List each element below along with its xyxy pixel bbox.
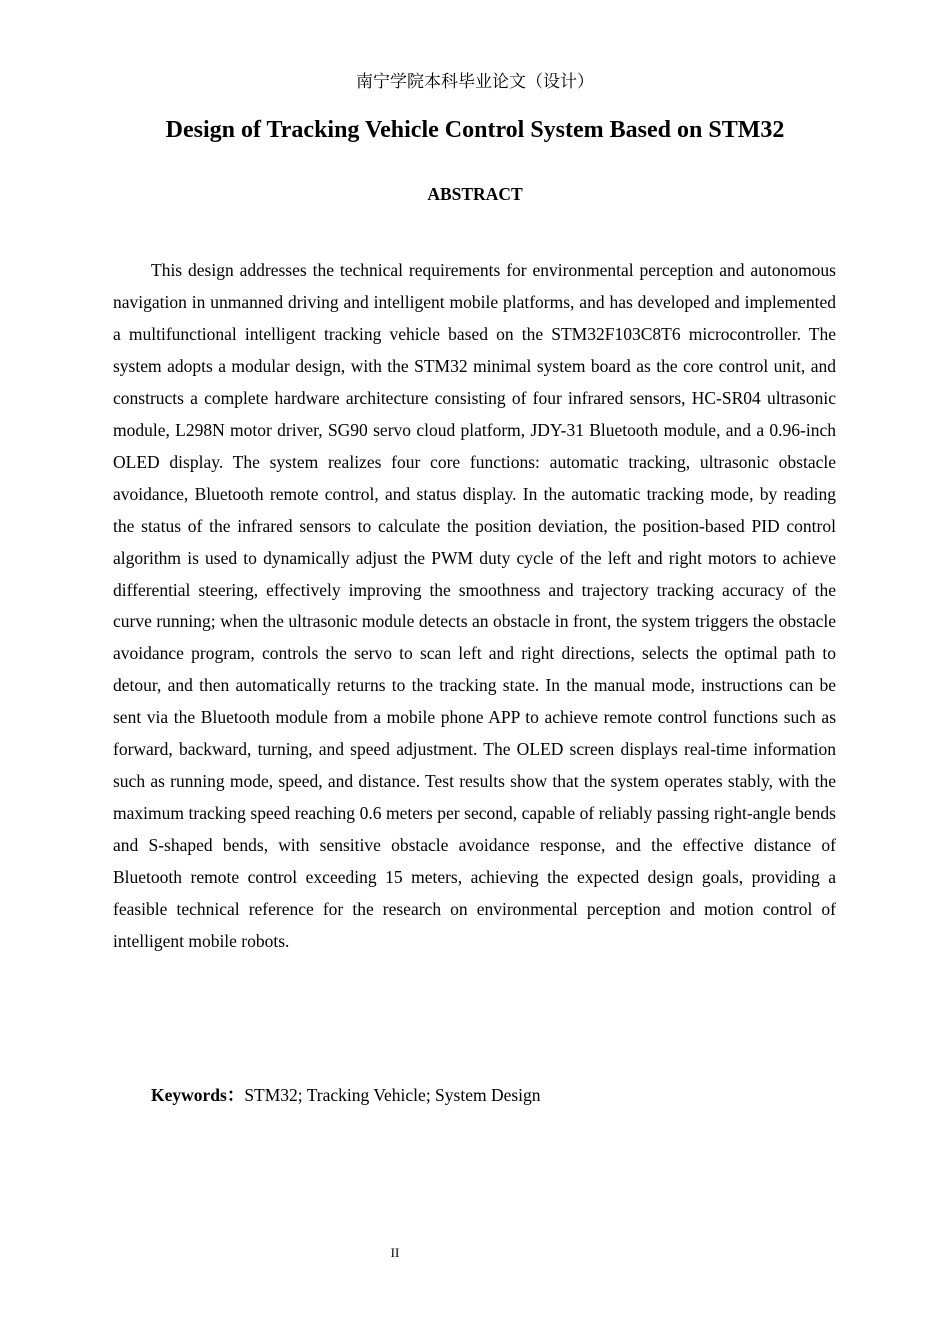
keywords-line [151, 1081, 836, 1109]
keywords-text: STM32; Tracking Vehicle; System Design [244, 1085, 541, 1105]
running-header: 南宁学院本科毕业论文（设计） [356, 72, 594, 92]
abstract-heading: ABSTRACT [427, 184, 523, 204]
abstract-body: This design addresses the technical requirements for environmental perception and autonomous navigation in unmanned driving and intelligent mobile platforms, and has developed and implemented a multifunctional intelligent tracking vehicle based on the STM32F103C8T6 microcontroller. The system adopts a modular design, with the STM32 minimal system board as the core control unit, and constructs a complete hardware architecture consisting of four infrared sensors, HC-SR04 ultrasonic module, L298N motor driver, SG90 servo cloud platform, JDY-31 Bluetooth module, and a 0.96-inch OLED display. The system realizes four core functions: automatic tracking, ultrasonic obstacle avoidance, Bluetooth remote control, and status display. In the automatic tracking mode, by reading the status of the infrared sensors to calculate the position deviation, the position-based PID control algorithm is used to dynamically adjust the PWM duty cycle of the left and right motors to achieve differential steering, effectively improving the smoothness and trajectory tracking accuracy of the curve running; when the ultrasonic module detects an obstacle in front, the system triggers the obstacle avoidance program, controls the servo to scan left and right directions, selects the optimal path to detour, and then automatically returns to the tracking state. In the manual mode, instructions can be sent via the Bluetooth module from a mobile phone APP to achieve remote control functions such as forward, backward, turning, and speed adjustment. The OLED screen displays real-time information such as running mode, speed, and distance. Test results show that the system operates stably, with the maximum tracking speed reaching 0.6 meters per second, capable of reliably passing right-angle bends and S-shaped bends, with sensitive obstacle avoidance response, and the effective distance of Bluetooth remote control exceeding 15 meters, achieving the expected design goals, providing a feasible technical reference for the research on environmental perception and motion control of intelligent mobile robots. [113, 260, 836, 952]
page-number: II [390, 1245, 400, 1260]
paper-title: Design of Tracking Vehicle Control System Based on STM32 [165, 117, 785, 143]
keywords-label: Keywords： [151, 1085, 245, 1105]
